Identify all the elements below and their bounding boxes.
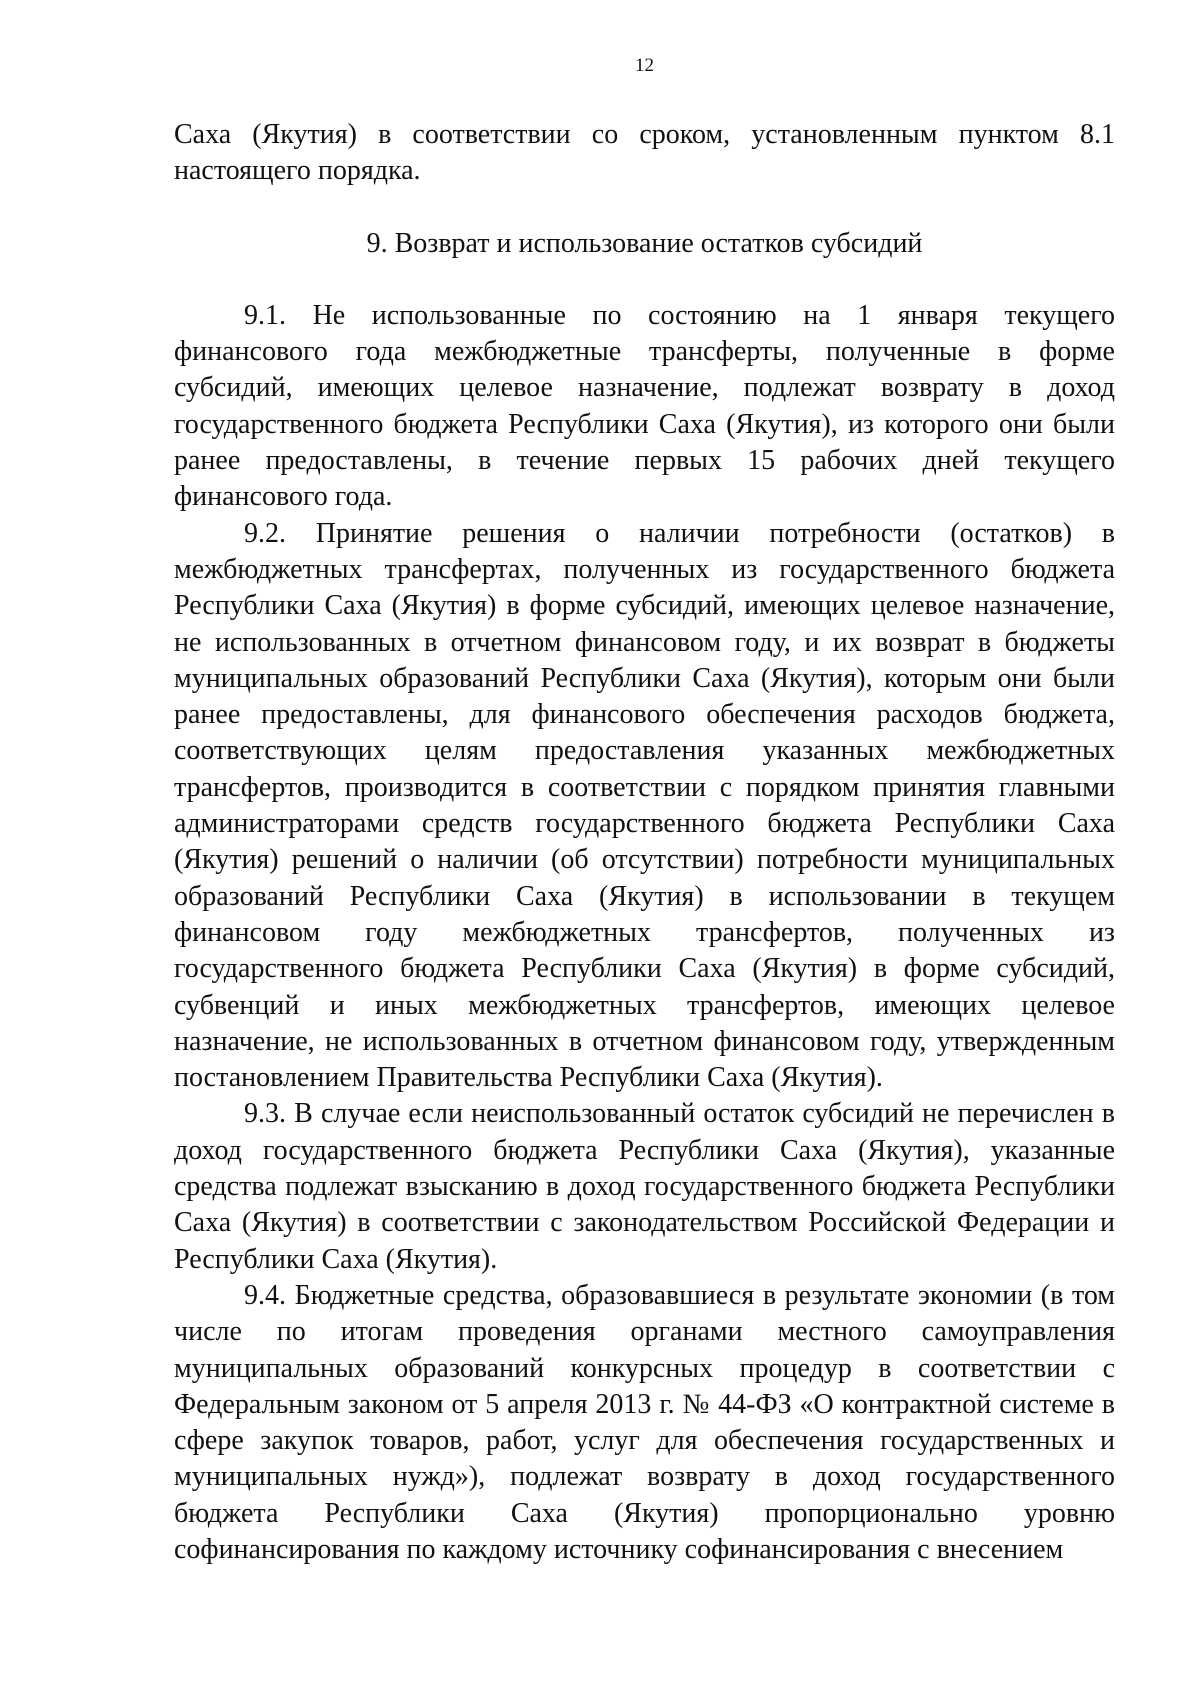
clause-9-3 bbox=[174, 1096, 1115, 1277]
clause-text: Бюджетные средства, образовавшиеся в результате экономии (в том числе по итогам проведения органами местного самоуправления муниципальных образований конкурсных процедур в соответствии с Федеральным законом от 5 апреля 2013 г. № 44-ФЗ «О контрактной системе в сфере закупок товаров, работ, услуг для обеспечения государственных и муниципальных нужд»), подлежат возврату в доход государственного бюджета Республики Саха (Якутия) пропорционально уровню софинансирования по каждому источнику софинансирования с внесением bbox=[174, 1279, 1116, 1565]
clause-text: Принятие решения о наличии потребности (остатков) в межбюджетных трансфертах, полученных из государственного бюджета Республики Саха (Якутия) в форме субсидий, имеющих целевое назначение, не использованных в отчетном финансовом году, и их возврат в бюджеты муниципальных образований Республики Саха (Якутия), которым они были ранее предоставлены, для финансового обеспечения расходов бюджета, соответствующих целям предоставления указанных межбюджетных трансфертов, производится в соответствии с порядком принятия главными администраторами средств государственного бюджета Республики Саха (Якутия) решений о наличии (об отсутствии) потребности муниципальных образований Республики Саха (Якутия) в использовании в текущем финансовом году межбюджетных трансфертов, полученных из государственного бюджета Республики Саха (Якутия) в форме субсидий, субвенций и иных межбюджетных трансфертов, имеющих целевое назначение, не использованных в отчетном финансовом году, утвержденным постановлением Правительства Республики Саха (Якутия). bbox=[174, 517, 1115, 1094]
section-heading: 9. Возврат и использование остатков субсидий bbox=[366, 227, 923, 259]
clause-number: 9.1. bbox=[244, 299, 286, 331]
page-number: 12 bbox=[635, 55, 654, 76]
clause-text: Не использованные по состоянию на 1 января текущего финансового года межбюджетные трансферты, полученные в форме субсидий, имеющих целевое назначение, подлежат возврату в доход государственного бюджета Республики Саха (Якутия), из которого они были ранее предоставлены, в течение первых 15 рабочих дней текущего финансового года. bbox=[174, 299, 1115, 513]
clause-9-4 bbox=[174, 1278, 1115, 1568]
clause-9-1 bbox=[174, 298, 1115, 516]
clause-text: В случае если неиспользованный остаток субсидий не перечислен в доход государственного бюджета Республики Саха (Якутия), указанные средства подлежат взысканию в доход государственного бюджета Республики Саха (Якутия) в соответствии с законодательством Российской Федерации и Республики Саха (Якутия). bbox=[174, 1098, 1115, 1275]
clause-number: 9.4. bbox=[244, 1279, 286, 1311]
clause-number: 9.3. bbox=[244, 1098, 286, 1130]
document-body bbox=[174, 117, 1115, 1568]
clause-number: 9.2. bbox=[244, 517, 286, 549]
intro-paragraph: Саха (Якутия) в соответствии со сроком, установленным пунктом 8.1 настоящего порядка. bbox=[174, 119, 1115, 187]
clause-9-2 bbox=[174, 516, 1115, 1097]
